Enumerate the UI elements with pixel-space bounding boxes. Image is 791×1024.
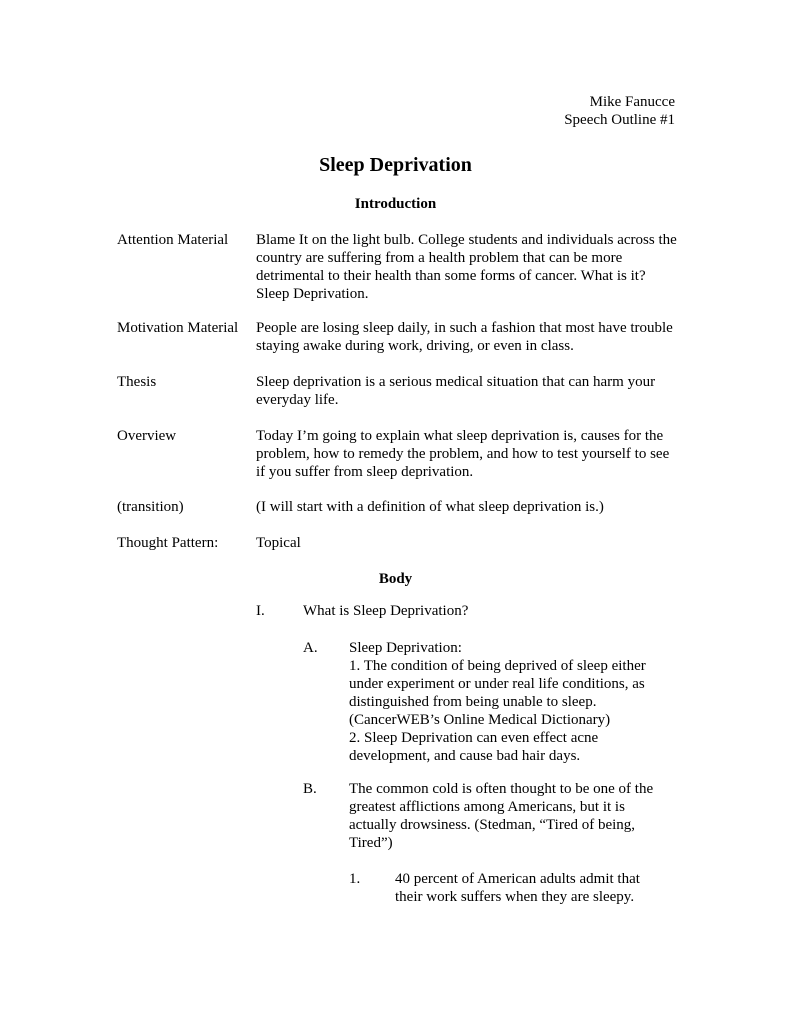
sub-b-item-1-marker: 1. (349, 871, 361, 887)
point-1-text: What is Sleep Deprivation? (303, 603, 469, 619)
sub-a-definition-1: 1. The condition of being deprived of sleep either under experiment or under real life conditions, as distinguished from being unable to sleep. (CancerWEB’s Online Medical Dictionary) (349, 658, 646, 728)
thesis-text: Sleep deprivation is a serious medical situation that can harm your everyday life. (256, 374, 656, 408)
overview-text: Today I’m going to explain what sleep deprivation is, causes for the problem, how to remedy the problem, and how to test yourself to see if you suffer from sleep deprivation. (256, 428, 670, 480)
motivation-text: People are losing sleep daily, in such a fashion that most have trouble staying awake during work, driving, or even in class. (256, 320, 673, 354)
introduction-heading: Introduction (354, 196, 437, 212)
motivation-label: Motivation Material (117, 320, 239, 336)
point-1-marker: I. (256, 603, 265, 619)
sub-b-marker: B. (303, 781, 317, 797)
page-title: Sleep Deprivation (319, 154, 472, 176)
author-name: Mike Fanucce (589, 94, 675, 110)
sub-b-item-1-text: 40 percent of American adults admit that their work suffers when they are sleepy. (395, 871, 640, 905)
transition-text: (I will start with a definition of what sleep deprivation is.) (256, 499, 604, 515)
sub-b-text: The common cold is often thought to be one of the greatest afflictions among Americans, but it is actually drowsiness. (Stedman, “Tired of being, Tired”) (349, 781, 654, 851)
thought-pattern-text: Topical (256, 535, 301, 551)
sub-a-content (349, 639, 674, 765)
document-label: Speech Outline #1 (564, 112, 675, 128)
overview-label: Overview (117, 428, 177, 444)
sub-a-marker: A. (303, 640, 318, 656)
sub-a-title: Sleep Deprivation: (349, 640, 462, 656)
body-heading: Body (378, 571, 413, 587)
thesis-label: Thesis (117, 374, 157, 390)
attention-label: Attention Material (117, 232, 229, 248)
attention-text: Blame It on the light bulb. College students and individuals across the country are suffering from a health problem that can be more detrimental to their health than some forms of cancer. What is it? Sleep Deprivation. (256, 232, 677, 302)
sub-a-definition-2: 2. Sleep Deprivation can even effect acne development, and cause bad hair days. (349, 730, 599, 764)
transition-label: (transition) (117, 499, 184, 515)
thought-pattern-label: Thought Pattern: (117, 535, 219, 551)
